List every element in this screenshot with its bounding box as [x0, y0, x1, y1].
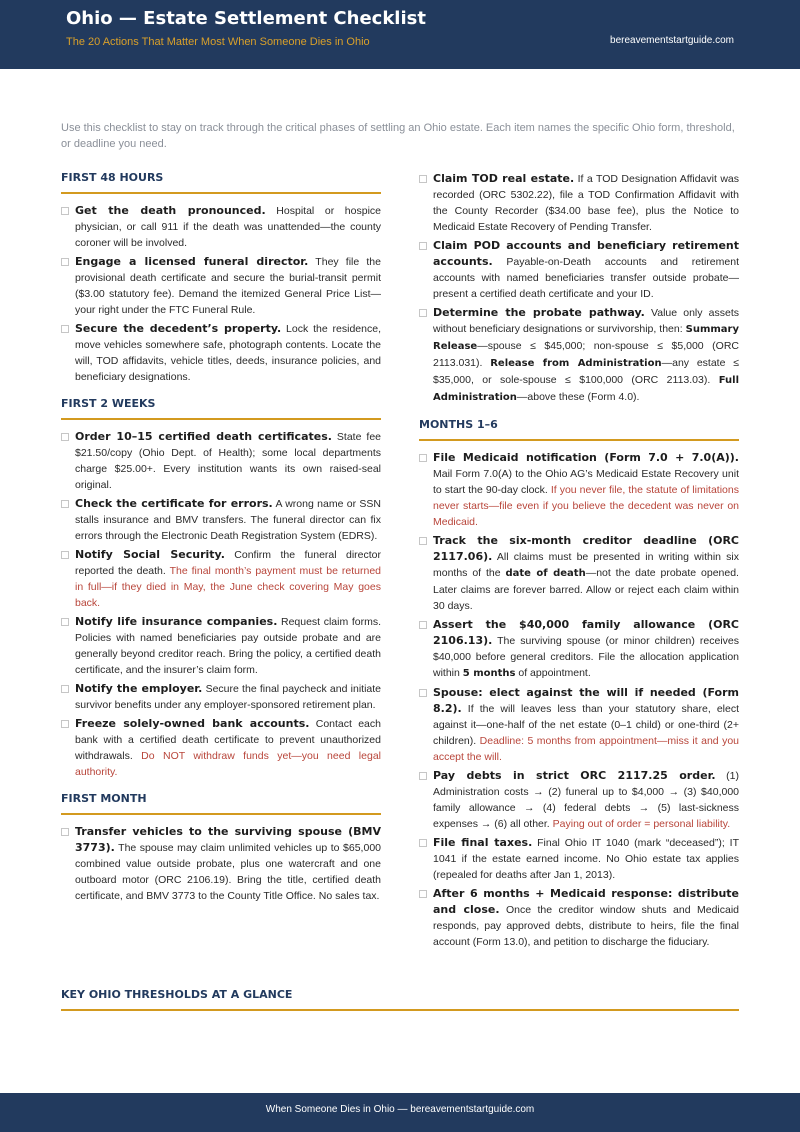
checklist-item [61, 321, 381, 385]
item-body: Mail Form 7.0(A) to the Ohio AG’s Medicaid Estate Recovery unit to start the 90-day clock. [433, 468, 739, 496]
item-warning: Deadline: 5 months from appointment—miss it and you accept the will. [433, 735, 739, 763]
page-title: Ohio — Estate Settlement Checklist [66, 8, 426, 29]
item-lead: Freeze solely-owned bank accounts. [75, 717, 310, 730]
item-body: Value only assets without beneficiary designations or survivorship, then: [433, 307, 739, 335]
item-lead: Order 10–15 certified death certificates. [75, 430, 332, 443]
item-body: of appointment. [515, 667, 591, 679]
bold-term: Full Administration [433, 375, 739, 403]
checklist-item [61, 547, 381, 611]
checklist-item [419, 886, 739, 950]
checklist-item [419, 835, 739, 883]
bold-term: date of death [505, 568, 586, 579]
checklist-item [419, 171, 739, 235]
right-column [419, 171, 739, 953]
item-lead: Check the certificate for errors. [75, 497, 273, 510]
item-body: A wrong name or SSN stalls insurance and BMV transfers. The funeral director can fix errors through the Electronic Death Registration System (EDRS). [75, 498, 381, 542]
item-body: Request claim forms. Policies with named beneficiaries pay outside probate and are generally beyond creditor reach. Bring the policy, a certified death certificate, and the insurer’s claim form. [75, 616, 381, 676]
item-lead: Secure the decedent’s property. [75, 322, 282, 335]
checkbox[interactable] [419, 537, 427, 545]
checkbox[interactable] [419, 242, 427, 250]
item-body: —any estate ≤ $35,000, or sole-spouse ≤ $100,000 (ORC 2113.03). [433, 357, 739, 386]
bold-term: Release from Administration [490, 358, 662, 369]
checkbox[interactable] [61, 500, 69, 508]
section-title-first-2-weeks: FIRST 2 WEEKS [61, 397, 381, 420]
item-lead: Claim POD accounts and beneficiary retirement accounts. [433, 239, 739, 268]
checklist-item [61, 614, 381, 678]
checkbox[interactable] [61, 551, 69, 559]
item-body: Once the creditor window shuts and Medicaid responds, pay approved debts, distribute to heirs, file the final account (Form 13.0), and petition to discharge the fiduciary. [433, 904, 740, 948]
item-lead: File final taxes. [433, 836, 533, 849]
header-site-link[interactable]: bereavementstartguide.com [610, 35, 734, 46]
item-warning: If you never file, the statute of limitations never starts—file even if you believe the decedent was never on Medicaid. [433, 484, 739, 528]
item-lead: Claim TOD real estate. [433, 172, 575, 185]
checkbox[interactable] [419, 772, 427, 780]
checklist-item [419, 450, 739, 530]
item-lead: Notify life insurance companies. [75, 615, 278, 628]
item-lead: Determine the probate pathway. [433, 306, 645, 319]
item-body: Confirm the funeral director reported the death. [75, 549, 381, 577]
item-body: State fee $21.50/copy (Ohio Dept. of Health); some local departments charge $25.00+. Every institution wants its own raised-seal original. [75, 431, 381, 491]
bold-term: 5 months [462, 668, 516, 679]
left-column [61, 171, 381, 907]
checklist-item [61, 203, 381, 251]
section-title-key-thresholds: KEY OHIO THRESHOLDS AT A GLANCE [61, 988, 739, 1011]
item-body: They file the provisional death certificate and secure the burial-transit permit ($3.00 statutory fee). Demand the itemized General Price List—your right under the FTC Funeral Rule. [75, 256, 381, 316]
item-lead: After 6 months + Medicaid response: distribute and close. [433, 887, 739, 916]
page-header [0, 0, 800, 69]
checklist-item [61, 824, 381, 904]
bold-term: Summary Release [433, 324, 739, 352]
checklist-item [419, 533, 739, 614]
item-lead: Engage a licensed funeral director. [75, 255, 309, 268]
item-body: Lock the residence, move vehicles somewhere safe, photograph contents. Locate the will, TOD affidavits, vehicle titles, deeds, insurance policies, and beneficiary designations. [75, 323, 381, 383]
item-body: Final Ohio IT 1040 (mark “deceased”); IT 1041 if the estate earned income. No Ohio estate tax applies (repealed for deaths after Jan 1, 2013). [433, 837, 739, 881]
checkbox[interactable] [61, 207, 69, 215]
item-body: Secure the final paycheck and initiate survivor benefits under any employer-sponsored retirement plan. [75, 683, 382, 711]
checklist-item [61, 429, 381, 493]
item-body: If the will leaves less than your statutory share, elect against it—one-half of the net estate (0–1 child) or one-third (2+ children). [433, 703, 739, 747]
item-warning: Do NOT withdraw funds yet—you need legal authority. [75, 750, 381, 778]
intro-text: Use this checklist to stay on track through the critical phases of settling an Ohio estate. Each item names the specific Ohio form, threshold, or deadline you need. [61, 122, 735, 150]
item-lead: File Medicaid notification (Form 7.0 + 7.0(A)). [433, 451, 739, 464]
page-footer: When Someone Dies in Ohio — bereavementstartguide.com [0, 1093, 800, 1132]
item-lead: Transfer vehicles to the surviving spouse (BMV 3773). [75, 825, 381, 854]
checkbox[interactable] [61, 720, 69, 728]
item-lead: Assert the $40,000 family allowance (ORC 2106.13). [433, 618, 739, 647]
checkbox[interactable] [419, 621, 427, 629]
item-lead: Spouse: elect against the will if needed (Form 8.2). [433, 686, 739, 715]
item-body: Contact each bank with a certified death certificate to prevent unauthorized withdrawals. [75, 718, 381, 762]
checklist-item [61, 716, 381, 780]
item-lead: Notify Social Security. [75, 548, 225, 561]
item-warning: Paying out of order = personal liability. [552, 818, 731, 830]
checklist-item [419, 768, 739, 832]
item-body: Payable-on-Death accounts and retirement accounts with named beneficiaries transfer outside probate—present a certified death certificate and your ID. [433, 256, 739, 300]
checkbox[interactable] [419, 175, 427, 183]
item-body: (1) Administration costs → (2) funeral up to $4,000 → (3) $40,000 family allowance → (4) federal debts → (5) last-sickness expenses → (6) all other. [433, 770, 740, 830]
section-title-first-month: FIRST MONTH [61, 792, 381, 815]
checkbox[interactable] [61, 828, 69, 836]
item-body: —above these (Form 4.0). [516, 391, 640, 403]
checklist-item [61, 681, 381, 713]
checklist-item [419, 238, 739, 302]
item-body: —spouse ≤ $45,000; non-spouse ≤ $5,000 (ORC 2113.031). [433, 340, 739, 369]
checklist-item [61, 254, 381, 318]
checklist-item [419, 617, 739, 682]
item-body: If a TOD Designation Affidavit was recorded (ORC 5302.22), file a TOD Confirmation Affidavit with the County Recorder ($34.00 base fee), plus the Notice to Medicaid Estate Recovery of Pending Transfer. [433, 173, 739, 233]
checklist-item [419, 305, 739, 406]
item-body: The spouse may claim unlimited vehicles up to $65,000 combined value outside probate, plus one watercraft and one outboard motor (ORC 2106.19). Bring the title, certified death certificate, and BMV 3773 to the County Title Office. No sales tax. [75, 842, 381, 902]
checklist-item [61, 496, 381, 544]
item-lead: Pay debts in strict ORC 2117.25 order. [433, 769, 716, 782]
checkbox[interactable] [61, 325, 69, 333]
item-body: Hospital or hospice physician, or call 911 if the death was unattended—the county coroner will be involved. [75, 205, 382, 249]
checkbox[interactable] [419, 689, 427, 697]
checkbox[interactable] [419, 454, 427, 462]
item-lead: Get the death pronounced. [75, 204, 266, 217]
checklist-item [419, 685, 739, 765]
item-warning: The final month’s payment must be returned in full—if they died in May, the June check covering May goes back. [75, 565, 381, 609]
checkbox[interactable] [419, 309, 427, 317]
checkbox[interactable] [61, 433, 69, 441]
checkbox[interactable] [61, 685, 69, 693]
section-title-months-1-6: MONTHS 1–6 [419, 418, 739, 441]
item-body: —not the date probate opened. Later claims are forever barred. Allow or reject each claim within 30 days. [433, 567, 739, 612]
section-title-first-48-hours: FIRST 48 HOURS [61, 171, 381, 194]
item-lead: Notify the employer. [75, 682, 203, 695]
checkbox[interactable] [419, 839, 427, 847]
checkbox[interactable] [61, 258, 69, 266]
item-body: The surviving spouse (or minor children) receives $40,000 before general creditors. File the allocation application within [433, 635, 739, 679]
checkbox[interactable] [61, 618, 69, 626]
checkbox[interactable] [419, 890, 427, 898]
item-lead: Track the six-month creditor deadline (ORC 2117.06). [433, 534, 739, 563]
item-body: All claims must be presented in writing within six months of the [433, 551, 739, 579]
page-subtitle: The 20 Actions That Matter Most When Someone Dies in Ohio [66, 36, 370, 48]
